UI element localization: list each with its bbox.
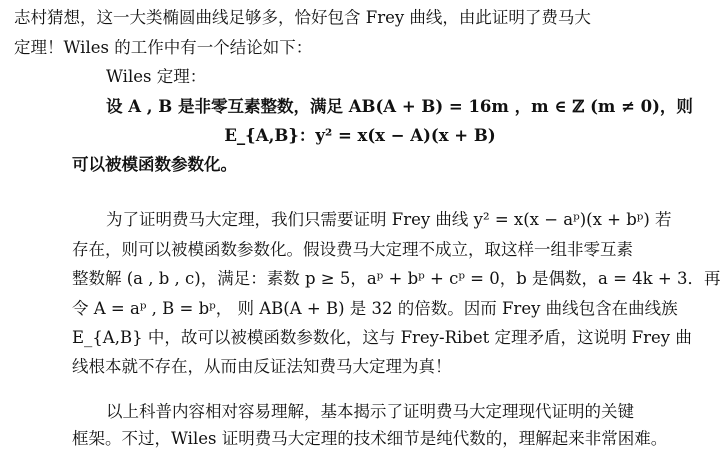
text-line-2: 定理！Wiles 的工作中有一个结论如下： — [14, 38, 313, 57]
paragraph-2-line-2: 存在，则可以被模函数参数化。假设费马大定理不成立，取这样一组非零互素 — [72, 240, 633, 259]
theorem-statement: 设 A , B 是非零互素整数，满足 AB(A + B) = 16m ，m ∈ ℤ (m ≠ 0)，则 — [106, 97, 693, 116]
theorem-conclusion: 可以被模函数参数化。 — [72, 155, 237, 174]
paragraph-2-line-5: E_{A,B} 中，故可以被模函数参数化，这与 Frey-Ribet 定理矛盾，这说明 Frey 曲 — [72, 328, 692, 347]
theorem-label: Wiles 定理： — [106, 67, 207, 86]
curve-equation: E_{A,B}：y² = x(x − A)(x + B) — [224, 126, 496, 145]
paragraph-2-line-4: 令 A = aᵖ , B = bᵖ， 则 AB(A + B) 是 32 的倍数。因而 Frey 曲线包含在曲线族 — [72, 299, 678, 318]
paragraph-2-line-3: 整数解 (a , b , c)，满足：素数 p ≥ 5，aᵖ + bᵖ + cᵖ = 0，b 是偶数，a = 4k + 3．再 — [72, 269, 720, 288]
paragraph-3-line-1: 以上科普内容相对容易理解，基本揭示了证明费马大定理现代证明的关键 — [106, 402, 634, 421]
paragraph-3-line-2: 框架。不过，Wiles 证明费马大定理的技术细节是纯代数的，理解起来非常困难。 — [72, 429, 668, 448]
text-line-1: 志村猜想，这一大类椭圆曲线足够多，恰好包含 Frey 曲线，由此证明了费马大 — [14, 8, 591, 27]
paragraph-2-line-6: 线根本就不存在，从而由反证法知费马大定理为真！ — [72, 357, 452, 376]
paragraph-2-line-1: 为了证明费马大定理，我们只需要证明 Frey 曲线 y² = x(x − aᵖ)(x + bᵖ) 若 — [106, 210, 672, 229]
